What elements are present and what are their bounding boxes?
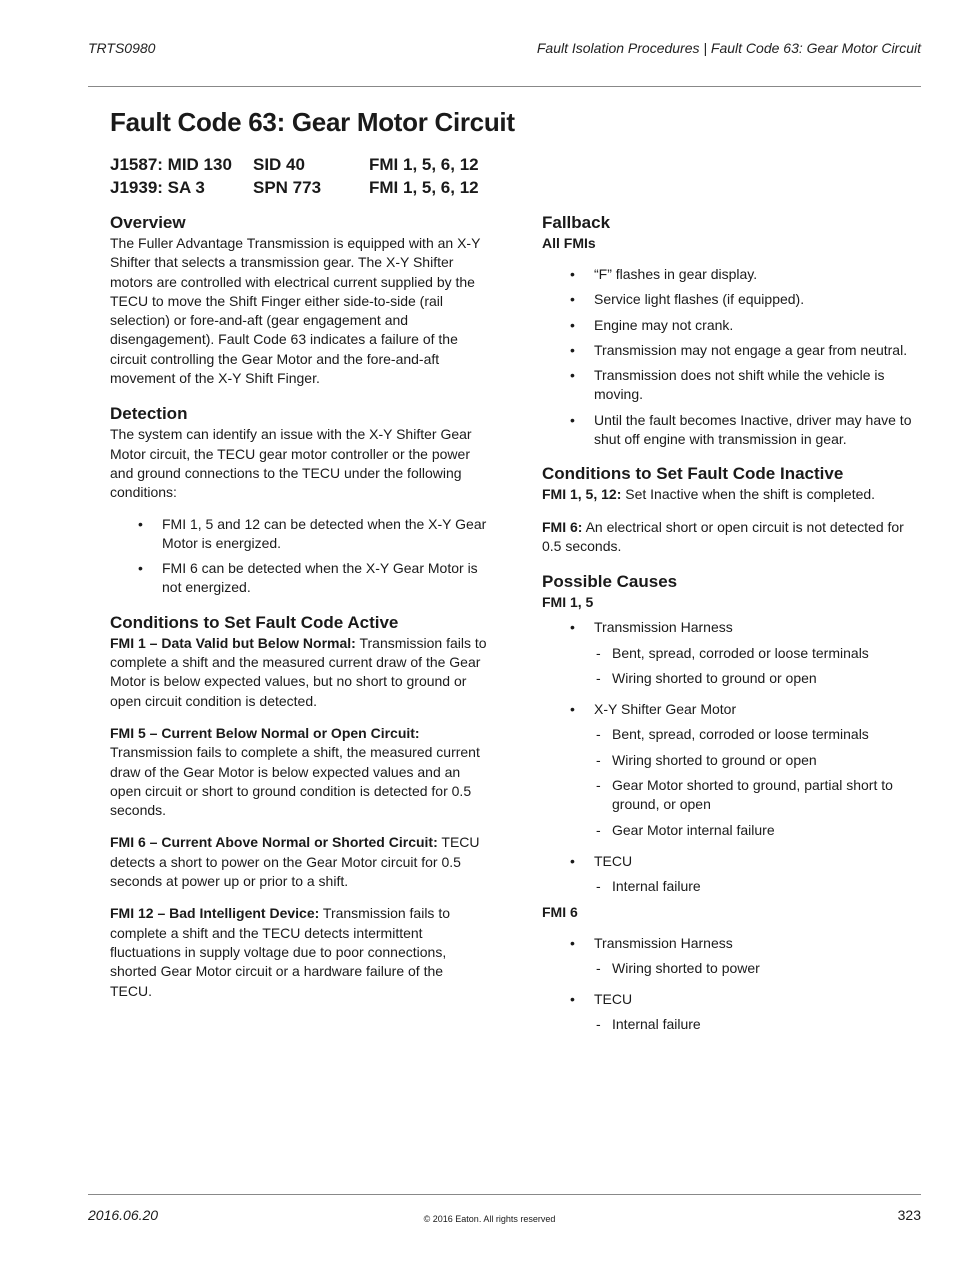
sub-item: - Internal failure (594, 1015, 922, 1034)
active-fmi12 (110, 904, 488, 1000)
sub-item: - Wiring shorted to ground or open (594, 751, 922, 770)
detection-section (110, 403, 488, 597)
list-item: • Transmission does not shift while the vehicle is moving. (542, 366, 922, 405)
causes-group-label: FMI 6 (542, 903, 578, 920)
fmi-text: Set Inactive when the shift is completed. (621, 486, 876, 503)
active-heading: Conditions to Set Fault Code Active (110, 612, 399, 632)
cause-name: TECU (594, 991, 633, 1008)
list-item: • FMI 1, 5 and 12 can be detected when the X-Y Gear Motor is energized. (110, 515, 488, 554)
cause-name: Transmission Harness (594, 934, 733, 951)
fmi-label: FMI 6 – Current Above Normal or Shorted Circuit: (110, 834, 438, 851)
active-section (110, 612, 488, 1001)
page-number: 323 (897, 1207, 921, 1223)
active-fmi1 (110, 634, 488, 711)
cause-sublist (594, 877, 922, 896)
fmi-text: TECU detects a short to power on the Gear Motor circuit for 0.5 seconds at power up or prior to a shift. (110, 834, 480, 890)
overview-section (110, 212, 488, 388)
list-item (542, 990, 922, 1035)
fallback-heading: Fallback (542, 213, 611, 232)
list-item (542, 934, 922, 979)
left-column (110, 212, 488, 1016)
sub-item: - Bent, spread, corroded or loose terminals (594, 725, 922, 744)
cause-sublist (594, 725, 922, 839)
sub-item: - Wiring shorted to ground or open (594, 669, 922, 688)
list-item: • Engine may not crank. (542, 316, 922, 335)
footer-date: 2016.06.20 (88, 1207, 159, 1223)
header-divider (88, 86, 921, 87)
causes-list (542, 618, 922, 896)
cause-name: Transmission Harness (594, 619, 733, 636)
list-item: • Service light flashes (if equipped). (542, 290, 922, 309)
list-item (542, 618, 922, 688)
fmi-text: An electrical short or open circuit is not detected for 0.5 seconds. (542, 518, 904, 554)
cause-name: X-Y Shifter Gear Motor (594, 701, 737, 718)
code-fmi: FMI 1, 5, 6, 12 (369, 178, 479, 197)
fmi-label: FMI 6: (542, 518, 583, 535)
cause-name: TECU (594, 852, 633, 869)
fmi-text: Transmission fails to complete a shift, the measured current draw of the Gear Motor is below expected values and an open circuit or short to ground condition is detected for 0.5 seconds. (110, 744, 480, 819)
inactive-section (542, 463, 922, 556)
cause-sublist (594, 1015, 922, 1034)
code-row-j1587 (110, 153, 479, 176)
fallback-list (542, 265, 922, 449)
sub-item: - Bent, spread, corroded or loose terminals (594, 644, 922, 663)
detection-heading: Detection (110, 404, 188, 424)
fallback-section (542, 212, 922, 449)
cause-sublist (594, 959, 922, 978)
fmi-text: Transmission fails to complete a shift and the TECU detects intermittent fluctuations in supply voltage due to poor connections, shorted Gear Motor circuit or a hardware failure of the TECU. (110, 905, 450, 999)
causes-group-label: FMI 1, 5 (542, 594, 594, 611)
list-item: • Until the fault becomes Inactive, driver may have to shut off engine with transmission in gear. (542, 411, 922, 450)
cause-sublist (594, 644, 922, 689)
list-item: • Transmission may not engage a gear from neutral. (542, 341, 922, 360)
sub-item: - Gear Motor shorted to ground, partial short to ground, or open (594, 776, 922, 815)
footer-copyright: © 2016 Eaton. All rights reserved (423, 1214, 556, 1224)
fmi-label: FMI 5 – Current Below Normal or Open Circuit: (110, 724, 420, 741)
fmi-label: FMI 12 – Bad Intelligent Device: (110, 905, 320, 922)
code-row-j1939 (110, 176, 479, 199)
active-fmi5 (110, 724, 488, 820)
fmi-label: FMI 1, 5, 12: (542, 486, 622, 503)
header-section: Fault Isolation Procedures | Fault Code 63: Gear Motor Circuit (536, 40, 921, 56)
sub-item: - Gear Motor internal failure (594, 821, 922, 840)
causes-list (542, 934, 922, 1035)
inactive-heading: Conditions to Set Fault Code Inactive (542, 464, 844, 484)
fallback-subheading: All FMIs (542, 235, 596, 251)
code-fmi: FMI 1, 5, 6, 12 (369, 155, 479, 174)
list-item: • FMI 6 can be detected when the X-Y Gear Motor is not energized. (110, 559, 488, 598)
header-doc-id: TRTS0980 (88, 40, 156, 56)
fmi-text: Transmission fails to complete a shift and the measured current draw of the Gear Motor is below expected values, but no short to ground or open circuit condition is detected. (110, 634, 487, 709)
detection-list (110, 515, 488, 598)
code-id: SID 40 (253, 155, 305, 174)
page-title: Fault Code 63: Gear Motor Circuit (110, 107, 515, 137)
overview-text: The Fuller Advantage Transmission is equipped with an X-Y Shifter that selects a transmission gear. The X-Y Shifter motors are controlled with electrical current supplied by the TECU to move the Shift Finger either side-to-side (rail selection) or fore-and-aft (gear engagement and disengagement). Fault Code 63 indicates a failure of the circuit controlling the Gear Motor and the fore-and-aft movement of the X-Y Shift Finger. (110, 235, 481, 387)
sub-item: - Internal failure (594, 877, 922, 896)
inactive-fmi6 (542, 518, 922, 557)
list-item (542, 852, 922, 897)
inactive-fmi-1-5-12 (542, 485, 922, 504)
code-protocol: J1587: MID 130 (110, 155, 232, 174)
fault-code-table (110, 153, 479, 199)
code-protocol: J1939: SA 3 (110, 178, 205, 197)
active-fmi6 (110, 833, 488, 891)
sub-item: - Wiring shorted to power (594, 959, 922, 978)
list-item: • “F” flashes in gear display. (542, 265, 922, 284)
list-item (542, 700, 922, 840)
fmi-label: FMI 1 – Data Valid but Below Normal: (110, 634, 356, 651)
footer-divider (88, 1194, 921, 1195)
causes-section (542, 571, 922, 1034)
detection-text: The system can identify an issue with the X-Y Shifter Gear Motor circuit, the TECU gear motor controller or the power and ground connections to the TECU under the following conditions: (110, 426, 472, 501)
overview-heading: Overview (110, 213, 186, 232)
code-id: SPN 773 (253, 178, 322, 197)
right-column (542, 212, 922, 1050)
causes-heading: Possible Causes (542, 572, 678, 592)
